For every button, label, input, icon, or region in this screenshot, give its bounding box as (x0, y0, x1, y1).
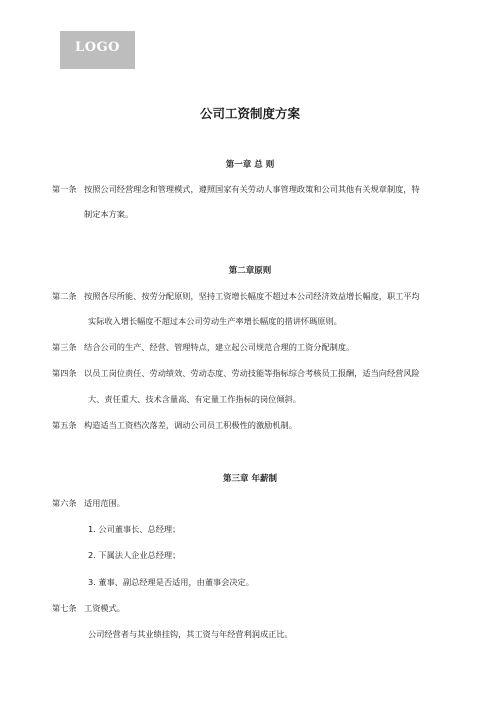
article-text: 按照公司经营理念和管理模式，遵照国家有关劳动人事管理政策和公司其他有关规章制度，特 (84, 184, 420, 194)
article-text: 结合公司的生产、经营、管理特点，建立起公司规范合理的工资分配制度。 (84, 342, 355, 352)
list-item: 2. 下属法人企业总经理； (88, 550, 181, 560)
article-label: 第六条 (52, 498, 77, 508)
logo-placeholder: LOGO (60, 31, 135, 69)
article-label: 第三条 (52, 342, 77, 352)
chapter-3-heading: 第三章 年薪制 (223, 474, 277, 484)
article-2 (52, 290, 420, 302)
article-4-cont: 大、责任重大、技术含量高、有定量工作指标的岗位倾斜。 (88, 394, 301, 404)
article-7-cont: 公司经营者与其业绩挂钩，其工资与年经营利润成正比。 (88, 629, 293, 639)
article-text: 构造适当工资档次落差，调动公司员工积极性的激励机制。 (84, 420, 297, 430)
article-1 (52, 183, 420, 195)
article-label: 第一条 (52, 184, 77, 194)
article-text: 以员工岗位责任、劳动绩效、劳动态度、劳动技能等指标综合考核员工报酬，适当向经营风险 (84, 368, 420, 378)
page-title: 公司工资制度方案 (199, 106, 300, 121)
article-2-cont: 实际收入增长幅度不超过本公司劳动生产率增长幅度的措讲怀瑪原则。 (88, 316, 342, 326)
article-label: 第七条 (52, 603, 77, 613)
article-3 (52, 341, 354, 353)
article-5 (52, 419, 297, 431)
chapter-1-heading: 第一章 总 则 (225, 160, 275, 170)
article-label: 第二条 (52, 291, 77, 301)
article-6 (52, 497, 125, 509)
article-text: 按照各尽所能、按劳分配原则，坚持工资增长幅度不超过本公司经济效益增长幅度，职工平均 (84, 291, 420, 301)
list-item: 3. 董事、副总经理是否适用，由董事会决定。 (88, 577, 254, 587)
article-label: 第四条 (52, 368, 77, 378)
article-text: 工资模式。 (84, 603, 125, 613)
article-text: 适用范围。 (84, 498, 125, 508)
chapter-2-heading: 第二章原则 (228, 266, 272, 276)
article-label: 第五条 (52, 420, 77, 430)
article-7 (52, 602, 125, 614)
article-1-cont: 制定本方案。 (84, 209, 134, 219)
list-item: 1. 公司董事长、总经理； (88, 524, 181, 534)
article-4 (52, 367, 420, 379)
